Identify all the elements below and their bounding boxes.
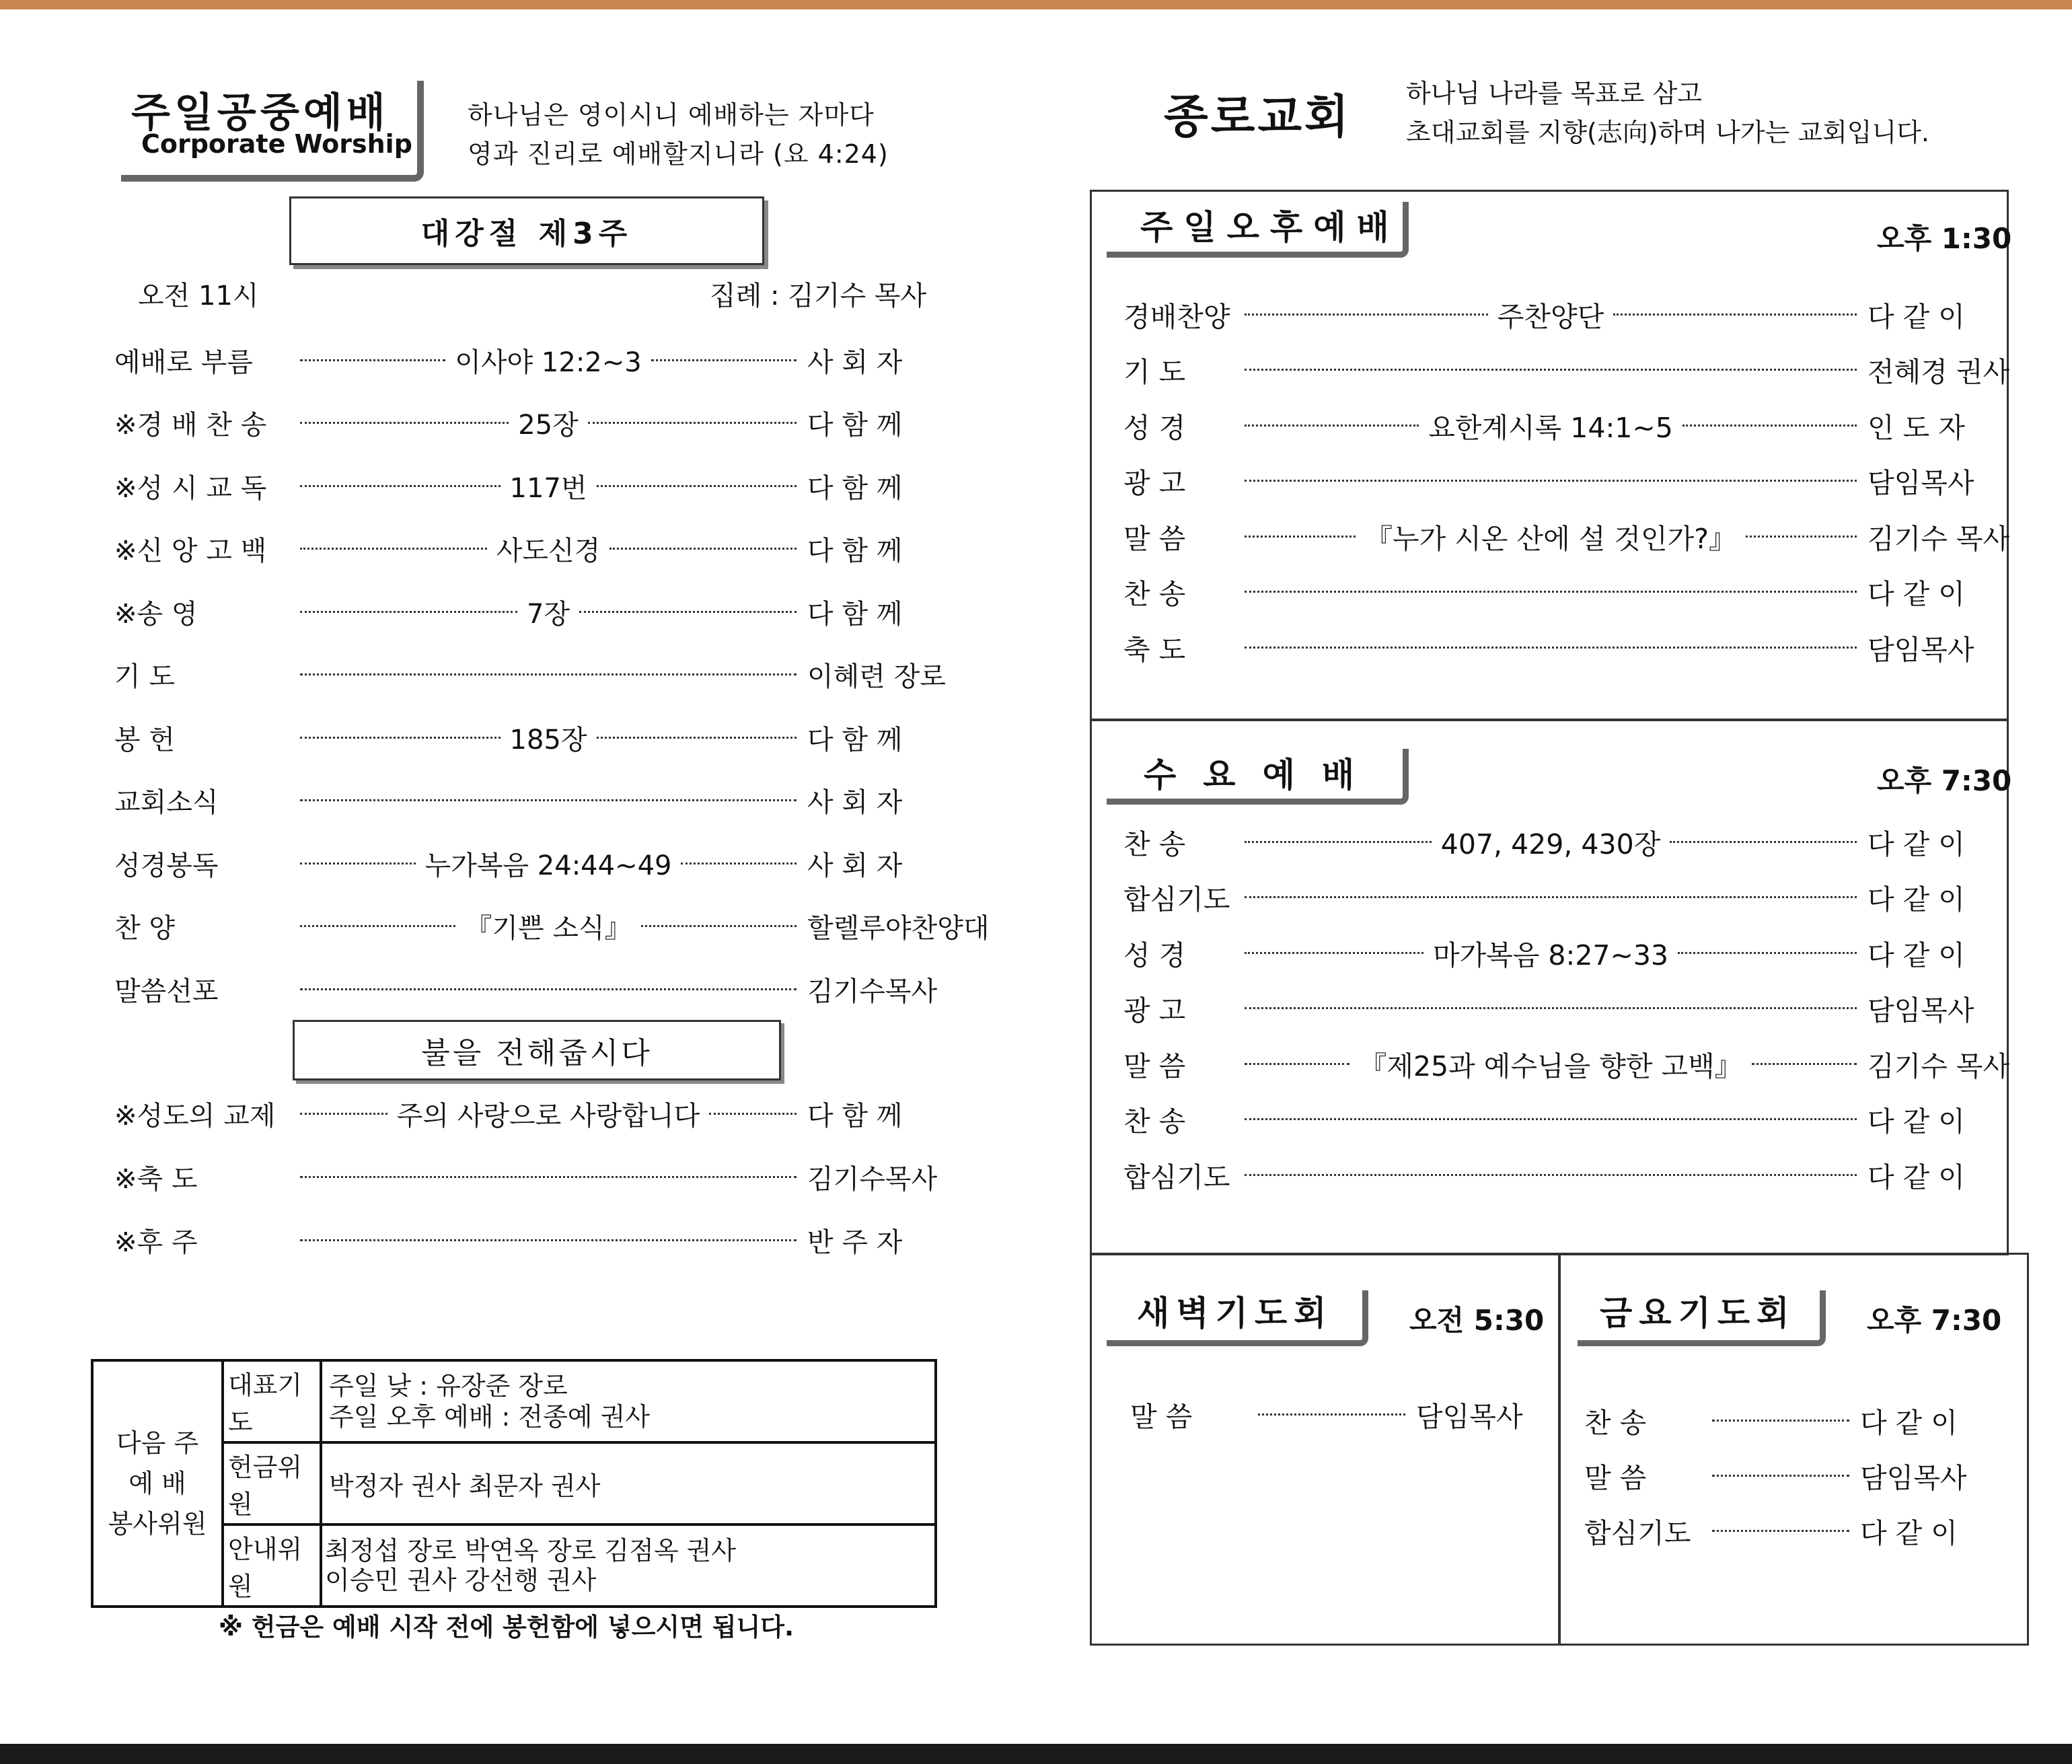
order-label: ※성도의 교제 <box>114 1100 276 1132</box>
order-row <box>114 906 990 947</box>
leader-dots <box>296 799 801 801</box>
leader-dots <box>296 1239 801 1241</box>
order-row <box>114 843 965 883</box>
wednesday-row <box>1123 1100 2009 1139</box>
leader-dots <box>1241 517 1861 556</box>
dot-leader <box>641 925 797 927</box>
dawn-row <box>1130 1395 1541 1434</box>
dot-leader <box>1245 896 1857 898</box>
order-label: 찬 양 <box>114 913 175 944</box>
order-performer: 담임목사 <box>1416 1400 1523 1433</box>
wednesday-row <box>1123 1044 2009 1083</box>
order-label: 경배찬양 <box>1123 300 1230 333</box>
order-performer: 사 회 자 <box>807 787 903 818</box>
order-performer: 다 함 께 <box>807 1100 903 1132</box>
scripture-line-1: 하나님은 영이시니 예배하는 자마다 <box>468 100 875 130</box>
order-content: 사도신경 <box>496 536 601 566</box>
bottom-edge-band <box>0 1744 2072 1764</box>
dot-leader <box>300 422 509 424</box>
volunteers-heading-line: 봉사위원 <box>108 1509 207 1539</box>
friday-row <box>1584 1401 1995 1440</box>
order-label: 말 씀 <box>1130 1400 1193 1433</box>
leader-dots <box>1241 1118 1861 1120</box>
order-performer: 다 같 이 <box>1860 1516 1958 1549</box>
order-row <box>114 403 965 443</box>
order-label: 교회소식 <box>114 787 219 818</box>
leader-dots <box>296 404 801 442</box>
order-content: 누가복음 24:44~49 <box>424 850 672 881</box>
leader-dots <box>296 1095 801 1133</box>
order-performer: 담임목사 <box>1860 1461 1967 1494</box>
leader-dots <box>1241 591 1861 593</box>
dot-leader <box>1245 314 1488 316</box>
order-performer: 반 주 자 <box>807 1226 903 1258</box>
afternoon-row <box>1123 406 2009 445</box>
order-row <box>114 591 965 632</box>
dot-leader <box>300 737 501 739</box>
order-performer: 김기수 목사 <box>1867 522 2010 555</box>
dot-leader <box>1712 1420 1849 1422</box>
afternoon-service-time: 오후 1:30 <box>1877 222 2012 255</box>
friday-row <box>1584 1456 1995 1495</box>
dot-leader <box>1245 1118 1857 1120</box>
order-label: 찬 송 <box>1584 1406 1647 1439</box>
order-performer: 다 같 이 <box>1867 883 1965 916</box>
order-row <box>114 340 965 380</box>
order-content: 185장 <box>509 724 587 756</box>
dot-leader <box>300 673 797 675</box>
order-performer: 다 같 이 <box>1867 300 1965 333</box>
order-label: 성 경 <box>1123 411 1186 444</box>
volunteer-role: 헌금위원 <box>223 1442 321 1524</box>
order-row <box>114 466 965 506</box>
leader-dots <box>1241 406 1861 445</box>
order-label: 말 씀 <box>1584 1461 1647 1494</box>
afternoon-row <box>1123 462 2009 501</box>
dot-leader <box>1245 841 1432 843</box>
leader-dots <box>1241 896 1861 898</box>
dot-leader <box>1752 1063 1857 1065</box>
leader-dots <box>296 341 801 379</box>
wednesday-service-title: 수요예배 <box>1144 756 1382 795</box>
dot-leader <box>1245 952 1423 954</box>
volunteer-names <box>321 1524 936 1607</box>
leader-dots <box>296 844 801 883</box>
dot-leader <box>1245 369 1857 371</box>
leader-dots <box>1241 822 1861 862</box>
sermon-title: 불을 전해줍시다 <box>293 1020 781 1080</box>
volunteer-name-line: 박정자 권사 최문자 권사 <box>329 1471 601 1501</box>
order-performer: 전혜경 권사 <box>1867 356 2010 388</box>
order-performer: 다 함 께 <box>807 472 903 504</box>
dot-leader <box>300 988 797 990</box>
leader-dots <box>296 529 801 568</box>
order-label: 말 씀 <box>1123 1050 1186 1082</box>
dot-leader <box>588 422 797 424</box>
order-label: 성경봉독 <box>114 850 219 881</box>
order-performer: 김기수목사 <box>807 976 938 1007</box>
dot-leader <box>300 1239 797 1241</box>
order-label: 축 도 <box>1123 633 1186 666</box>
dot-leader <box>597 737 797 739</box>
order-content: 『기쁜 소식』 <box>465 913 632 944</box>
order-row <box>114 529 965 569</box>
dot-leader <box>1682 425 1857 427</box>
dot-leader <box>1245 1063 1349 1065</box>
order-label: 찬 송 <box>1123 578 1186 610</box>
order-row <box>114 1093 965 1134</box>
leader-dots <box>1241 1007 1861 1009</box>
dawn-prayer-time: 오전 5:30 <box>1409 1304 1545 1337</box>
leader-dots <box>1241 1044 1861 1084</box>
order-label: 말씀선포 <box>114 976 219 1007</box>
order-label: ※신 앙 고 백 <box>114 536 267 566</box>
leader-dots <box>1241 1174 1861 1176</box>
dot-leader <box>1245 480 1857 482</box>
order-label: 성 경 <box>1123 939 1186 971</box>
order-row <box>114 717 965 758</box>
dot-leader <box>300 1176 797 1178</box>
dot-leader <box>1245 647 1857 649</box>
dot-leader <box>681 862 797 865</box>
dot-leader <box>709 1113 797 1115</box>
dot-leader <box>300 925 455 927</box>
dot-leader <box>300 359 445 361</box>
dot-leader <box>1245 1174 1857 1176</box>
volunteer-name-line: 이승민 권사 강선행 권사 <box>325 1566 597 1595</box>
service-leader: 집례 : 김기수 목사 <box>710 281 927 311</box>
dot-leader <box>597 485 797 487</box>
volunteer-name-line: 주일 낮 : 유장준 장로 <box>329 1371 568 1401</box>
volunteer-names <box>321 1442 936 1524</box>
leader-dots <box>1241 933 1861 973</box>
volunteer-role: 대표기도 <box>223 1360 321 1442</box>
order-performer: 다 같 이 <box>1867 939 1965 971</box>
friday-prayer-title: 금요기도회 <box>1600 1294 1796 1333</box>
afternoon-row <box>1123 628 2009 667</box>
order-performer: 담임목사 <box>1867 994 1974 1027</box>
leader-dots <box>1708 1530 1853 1532</box>
order-label: 찬 송 <box>1123 828 1186 860</box>
wednesday-row <box>1123 822 2009 861</box>
dot-leader <box>1245 425 1419 427</box>
order-label: ※후 주 <box>114 1226 198 1258</box>
wednesday-row <box>1123 878 2009 917</box>
order-performer: 사 회 자 <box>807 346 903 378</box>
order-label: 찬 송 <box>1123 1105 1186 1138</box>
order-content: 117번 <box>509 472 587 504</box>
leader-dots <box>1254 1413 1409 1416</box>
afternoon-row <box>1123 517 2009 556</box>
order-row <box>114 780 965 821</box>
order-performer: 다 같 이 <box>1867 1105 1965 1138</box>
order-label: 광 고 <box>1123 994 1186 1027</box>
wednesday-row <box>1123 1155 2009 1194</box>
order-label: 예배로 부름 <box>114 346 253 378</box>
order-performer: 다 함 께 <box>807 724 903 756</box>
leader-dots <box>1241 369 1861 371</box>
order-label: 기 도 <box>1123 356 1186 388</box>
dot-leader <box>1258 1413 1405 1416</box>
order-performer: 김기수 목사 <box>1867 1050 2010 1082</box>
order-performer: 사 회 자 <box>807 850 903 881</box>
dot-leader <box>1245 591 1857 593</box>
leader-dots <box>1708 1475 1853 1477</box>
order-performer: 할렐루야찬양대 <box>807 913 990 944</box>
afternoon-service-title: 주일오후예배 <box>1140 208 1400 247</box>
church-motto-line-1: 하나님 나라를 목표로 삼고 <box>1406 79 1703 108</box>
order-content: 『누가 시온 산에 설 것인가?』 <box>1365 522 1736 555</box>
order-content: 『제25과 예수님을 향한 고백』 <box>1359 1050 1742 1082</box>
order-performer: 다 같 이 <box>1860 1406 1958 1439</box>
church-name: 종로교회 <box>1164 90 1352 144</box>
dot-leader <box>300 611 517 613</box>
dot-leader <box>300 548 487 550</box>
top-edge-band <box>0 0 2072 9</box>
order-label: 말 씀 <box>1123 522 1186 555</box>
friday-row <box>1584 1511 1995 1550</box>
dot-leader <box>1678 952 1857 954</box>
dot-leader <box>609 548 797 550</box>
volunteers-table <box>91 1359 937 1608</box>
friday-prayer-time: 오후 7:30 <box>1867 1304 2002 1337</box>
order-performer: 다 함 께 <box>807 598 903 630</box>
order-label: ※성 시 교 독 <box>114 472 267 504</box>
order-content: 마가복음 8:27~33 <box>1432 939 1669 971</box>
dot-leader <box>579 611 797 613</box>
volunteers-heading-line: 예 배 <box>128 1469 186 1498</box>
order-content: 407, 429, 430장 <box>1440 828 1661 860</box>
leader-dots <box>1241 647 1861 649</box>
page-subtitle: Corporate Worship <box>141 129 412 159</box>
order-performer: 다 함 께 <box>807 410 903 441</box>
dot-leader <box>300 485 501 487</box>
dot-leader <box>1746 536 1857 538</box>
dot-leader <box>300 1113 387 1115</box>
order-row <box>114 969 965 1009</box>
order-performer: 인 도 자 <box>1867 411 1965 444</box>
leader-dots <box>1241 295 1861 334</box>
leader-dots <box>296 593 801 631</box>
order-content: 주찬양단 <box>1497 300 1604 333</box>
order-row <box>114 1220 965 1260</box>
dot-leader <box>1245 536 1356 538</box>
afternoon-row <box>1123 351 2009 390</box>
order-row <box>114 1156 965 1197</box>
dawn-prayer-title: 새벽기도회 <box>1137 1294 1333 1333</box>
order-row <box>114 655 965 695</box>
volunteers-heading <box>92 1360 223 1607</box>
leader-dots <box>296 988 801 990</box>
offering-note: ※ 헌금은 예배 시작 전에 봉헌함에 넣으시면 됩니다. <box>219 1613 794 1642</box>
order-label: ※송 영 <box>114 598 198 630</box>
order-content: 요한계시록 14:1~5 <box>1428 411 1673 444</box>
week-heading: 대강절 제3주 <box>289 196 764 265</box>
order-content: 이사야 12:2~3 <box>455 346 642 378</box>
volunteer-name-line: 최정섭 장로 박연옥 장로 김점옥 권사 <box>325 1536 737 1566</box>
dot-leader <box>300 799 797 801</box>
scripture-line-2: 영과 진리로 예배할지니라 (요 4:24) <box>468 139 889 169</box>
order-performer: 이혜련 장로 <box>807 661 946 692</box>
leader-dots <box>1708 1420 1853 1422</box>
dot-leader <box>1712 1475 1849 1477</box>
order-label: 기 도 <box>114 661 175 692</box>
order-content: 7장 <box>526 598 570 630</box>
wednesday-row <box>1123 933 2009 972</box>
order-performer: 다 같 이 <box>1867 1161 1965 1193</box>
dot-leader <box>1613 314 1857 316</box>
leader-dots <box>296 673 801 675</box>
leader-dots <box>296 907 801 945</box>
order-label: 봉 헌 <box>114 724 175 756</box>
dot-leader <box>651 359 797 361</box>
service-time: 오전 11시 <box>138 281 259 311</box>
leader-dots <box>296 467 801 505</box>
order-performer: 담임목사 <box>1867 633 1974 666</box>
volunteer-name-line: 주일 오후 예배 : 전종예 권사 <box>329 1402 650 1432</box>
dot-leader <box>1245 1007 1857 1009</box>
order-performer: 담임목사 <box>1867 467 1974 499</box>
dot-leader <box>1670 841 1857 843</box>
order-performer: 다 같 이 <box>1867 828 1965 860</box>
order-performer: 다 같 이 <box>1867 578 1965 610</box>
order-label: 합심기도 <box>1123 1161 1230 1193</box>
order-label: ※경 배 찬 송 <box>114 410 267 441</box>
dot-leader <box>1712 1530 1849 1532</box>
volunteer-role: 안내위원 <box>223 1524 321 1607</box>
church-motto-line-2: 초대교회를 지향(志向)하며 나가는 교회입니다. <box>1406 118 1930 147</box>
volunteer-names <box>321 1360 936 1442</box>
leader-dots <box>296 1176 801 1178</box>
wednesday-row <box>1123 989 2009 1028</box>
order-performer: 김기수목사 <box>807 1163 938 1195</box>
order-content: 25장 <box>518 410 579 441</box>
order-label: 광 고 <box>1123 467 1186 499</box>
afternoon-row <box>1123 295 2009 334</box>
volunteers-heading-line: 다음 주 <box>116 1428 199 1458</box>
afternoon-row <box>1123 573 2009 612</box>
order-label: 합심기도 <box>1584 1516 1691 1549</box>
leader-dots <box>1241 480 1861 482</box>
order-performer: 다 함 께 <box>807 536 903 566</box>
page-title: 주일공중예배 <box>131 89 390 137</box>
order-label: ※축 도 <box>114 1163 198 1195</box>
wednesday-service-time: 오후 7:30 <box>1877 764 2012 797</box>
dot-leader <box>300 862 416 865</box>
leader-dots <box>296 719 801 757</box>
order-label: 합심기도 <box>1123 883 1230 916</box>
order-content: 주의 사랑으로 사랑합니다 <box>396 1100 700 1132</box>
